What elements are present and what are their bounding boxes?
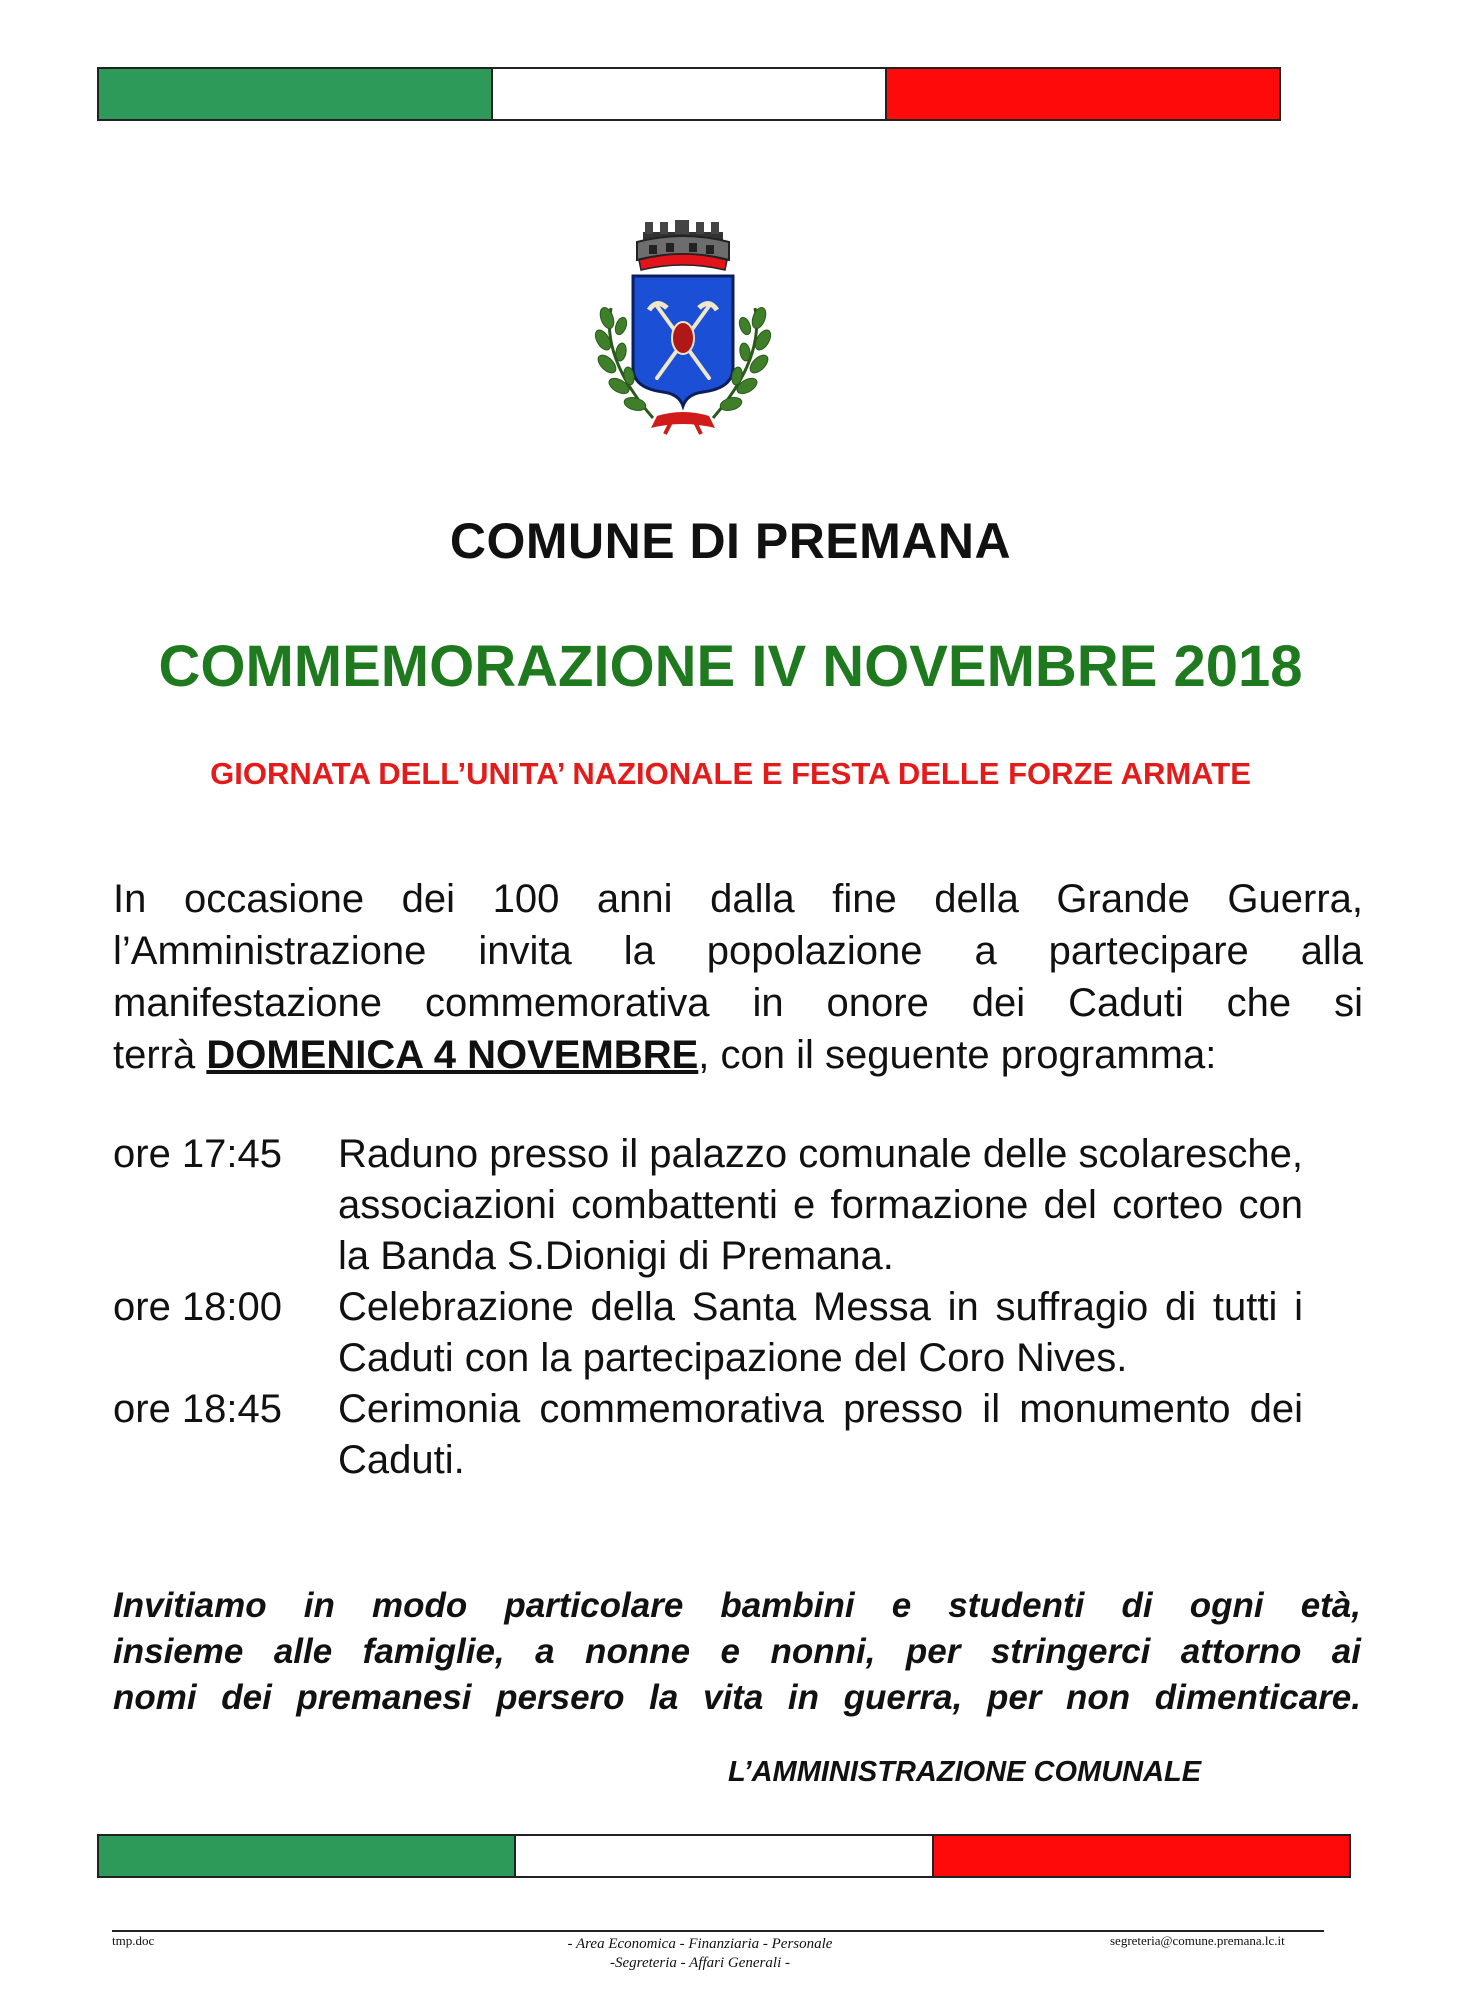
flag-stripe-green: [99, 1836, 514, 1876]
flag-stripe-white: [514, 1836, 931, 1876]
intro-line-prefix: terrà: [113, 1033, 207, 1077]
program-time: ore 18:00: [113, 1285, 283, 1329]
footer-department: [460, 1935, 940, 1973]
program-description: Celebrazione della Santa Messa in suffragio di tutti i Caduti con la partecipazione del Coro Nives.: [338, 1285, 1303, 1380]
flag-stripe-red: [932, 1836, 1349, 1876]
program-time: ore 17:45: [113, 1132, 283, 1176]
program-description: Cerimonia commemorativa presso il monumento dei Caduti.: [338, 1387, 1303, 1482]
intro-line-suffix: , con il seguente programma:: [698, 1033, 1217, 1077]
flag-stripe-white: [491, 69, 885, 119]
footer-department-line: - Area Economica - Finanziaria - Personale: [567, 1936, 833, 1952]
event-date: DOMENICA 4 NOVEMBRE: [206, 1033, 699, 1077]
intro-line: In occasione dei 100 anni dalla fine della Grande Guerra,: [113, 877, 1363, 921]
intro-line: manifestazione commemorativa in onore dei Caduti che si: [113, 981, 1363, 1025]
intro-line: l’Amministrazione invita la popolazione a partecipare alla: [113, 929, 1363, 973]
program-item: [113, 1129, 1303, 1282]
program-item: [113, 1282, 1303, 1384]
tricolor-band-bottom: [97, 1834, 1351, 1878]
event-subtitle: GIORNATA DELL’UNITA’ NAZIONALE E FESTA DELLE FORZE ARMATE: [210, 756, 1251, 791]
municipal-coat-of-arms-icon: [565, 218, 800, 438]
flag-stripe-red: [885, 69, 1279, 119]
municipality-title: COMUNE DI PREMANA: [449, 513, 1012, 569]
intro-paragraph: [113, 873, 1363, 1081]
invitation-line: insieme alle famiglie, a nonne e nonni, per stringerci attorno ai: [113, 1632, 1361, 1671]
program-item: [113, 1384, 1303, 1486]
crown-icon: [637, 220, 729, 270]
invitation-line: nomi dei premanesi persero la vita in guerra, per non dimenticare.: [113, 1678, 1361, 1717]
flag-stripe-green: [99, 69, 491, 119]
tricolor-band-top: [97, 67, 1281, 121]
footer-email: segreteria@comune.premana.lc.it: [1110, 1933, 1285, 1948]
footer-divider: [112, 1930, 1324, 1932]
program-time: ore 18:45: [113, 1387, 283, 1431]
invitation-line: Invitiamo in modo particolare bambini e studenti di ogni età,: [113, 1586, 1361, 1625]
event-title: COMMEMORAZIONE IV NOVEMBRE 2018: [158, 634, 1303, 699]
signature: L’AMMINISTRAZIONE COMUNALE: [728, 1756, 1202, 1788]
program-description: Raduno presso il palazzo comunale delle scolaresche, associazioni combattenti e formazione del corteo con la Banda S.Dionigi di Premana.: [338, 1132, 1303, 1278]
intro-line: [113, 1029, 1363, 1081]
invitation-paragraph: [113, 1583, 1361, 1721]
footer-department-line: -Segreteria - Affari Generali -: [610, 1955, 790, 1971]
program-list: [113, 1129, 1303, 1486]
footer-filename: tmp.doc: [112, 1933, 155, 1948]
